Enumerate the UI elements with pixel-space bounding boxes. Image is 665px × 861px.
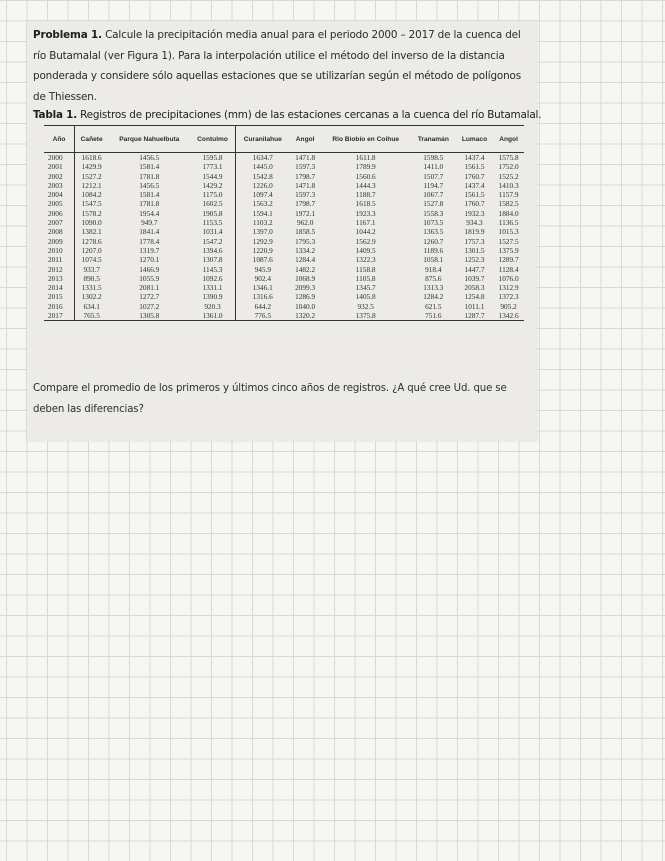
value-cell: 1039.7 — [464, 273, 485, 283]
header-year: Año — [44, 126, 75, 153]
value-cell: 1760.7 — [464, 171, 485, 181]
value-cell: 1634.7 — [235, 153, 289, 163]
year-cell: 2001 — [44, 162, 75, 171]
year-cell: 2006 — [44, 209, 75, 218]
value-cell: 2099.3 — [295, 283, 316, 293]
value-cell: 1158.8 — [355, 264, 376, 274]
value-cell: 1252.3 — [464, 255, 485, 265]
value-cell: 1429.9 — [81, 162, 102, 172]
value-cell: 1189.6 — [423, 245, 444, 255]
value-cell: 1097.4 — [235, 190, 289, 199]
value-cell: 1562.9 — [355, 236, 376, 246]
year-cell: 2010 — [44, 246, 75, 255]
value-cell: 1103.2 — [235, 218, 289, 227]
value-cell: 1058.1 — [423, 255, 444, 265]
value-cell: 1207.0 — [81, 245, 102, 255]
year-cell: 2009 — [44, 237, 75, 246]
value-cell: 1437.4 — [464, 180, 485, 190]
value-cell: 1561.5 — [464, 190, 485, 200]
value-cell: 1287.7 — [456, 311, 493, 321]
value-cell: 1105.8 — [355, 273, 376, 283]
value-cell: 1220.9 — [235, 246, 289, 255]
value-cell: 890.5 — [83, 273, 100, 283]
header-angol-2: Angol — [493, 126, 524, 153]
value-cell: 1301.5 — [464, 245, 485, 255]
value-cell: 1322.3 — [355, 255, 376, 265]
value-cell: 1136.5 — [498, 218, 519, 228]
value-cell: 1331.5 — [81, 283, 102, 293]
table-header-row — [44, 126, 524, 153]
worksheet-photo — [27, 21, 542, 441]
value-cell: 1226.0 — [235, 181, 289, 190]
header-contulmo: Contulmo — [190, 126, 235, 153]
value-cell: 918.4 — [425, 264, 442, 274]
value-cell: 621.5 — [425, 301, 442, 311]
table-row — [44, 283, 524, 292]
value-cell: 1858.5 — [295, 227, 316, 237]
value-cell: 2081.1 — [139, 283, 160, 293]
value-cell: 1447.7 — [464, 264, 485, 274]
value-cell: 1073.5 — [423, 218, 444, 228]
value-cell: 1972.1 — [295, 208, 316, 218]
value-cell: 1598.5 — [423, 153, 444, 162]
table-row — [44, 311, 524, 321]
value-cell: 1409.5 — [355, 245, 376, 255]
value-cell: 1278.6 — [81, 236, 102, 246]
table-row — [44, 255, 524, 264]
value-cell: 1361.0 — [190, 311, 235, 321]
year-cell: 2014 — [44, 283, 75, 292]
header-parque-nahuelbuta: Parque Nahuelbuta — [108, 126, 190, 153]
table-row — [44, 199, 524, 208]
value-cell: 1390.9 — [202, 292, 223, 302]
value-cell: 1594.1 — [235, 209, 289, 218]
value-cell: 1611.8 — [355, 153, 376, 162]
value-cell: 1595.8 — [202, 153, 223, 162]
value-cell: 1471.8 — [295, 180, 316, 190]
value-cell: 962.0 — [296, 218, 314, 228]
value-cell: 949.7 — [141, 218, 158, 228]
value-cell: 1411.0 — [423, 162, 444, 172]
year-cell: 2017 — [44, 311, 75, 321]
value-cell: 905.2 — [500, 301, 517, 311]
value-cell: 1286.9 — [295, 292, 316, 302]
header-rio-biobio: Rio Biobío en Coihue — [321, 126, 411, 153]
value-cell: 1527.2 — [81, 171, 102, 181]
table-caption-label: Tabla 1. — [33, 109, 77, 121]
value-cell: 1307.8 — [202, 255, 223, 265]
table-row — [44, 209, 524, 218]
year-cell: 2002 — [44, 172, 75, 181]
problem-label: Problema 1. — [33, 29, 102, 41]
value-cell: 1752.0 — [498, 162, 519, 172]
value-cell: 1313.3 — [423, 283, 444, 293]
value-cell: 920.3 — [204, 301, 221, 311]
value-cell: 1444.3 — [355, 180, 376, 190]
value-cell: 1015.3 — [498, 227, 519, 237]
value-cell: 1076.0 — [498, 273, 519, 283]
value-cell: 1342.6 — [493, 311, 524, 321]
table-row — [44, 153, 524, 163]
problem-text: Calcule la precipitación media anual para el periodo 2000 – 2017 de la cuenca del río Butamalal (ver Figura 1). Para la interpolación utilice el método del inverso de la distancia ponderada y considere sólo aquellas estaciones que se utilizarían según el método de polígonos de Thiessen. — [33, 29, 522, 103]
year-cell: 2011 — [44, 255, 75, 264]
value-cell: 1319.7 — [139, 245, 160, 255]
value-cell: 1547.2 — [202, 236, 223, 246]
value-cell: 1031.4 — [202, 227, 223, 237]
value-cell: 1561.5 — [464, 162, 485, 172]
value-cell: 1011.1 — [464, 301, 485, 311]
value-cell: 1429.2 — [202, 180, 223, 190]
year-cell: 2015 — [44, 292, 75, 301]
value-cell: 1437.4 — [464, 153, 485, 162]
question-text: Compare el promedio de los primeros y últimos cinco años de registros. ¿A qué cree Ud. que se deben las diferencias? — [33, 383, 507, 415]
table-row — [44, 302, 524, 311]
year-cell: 2004 — [44, 190, 75, 199]
table-row — [44, 246, 524, 255]
value-cell: 934.3 — [466, 218, 483, 228]
value-cell: 1305.8 — [108, 311, 190, 321]
year-cell: 2012 — [44, 265, 75, 274]
value-cell: 1372.3 — [498, 292, 519, 302]
table-body — [44, 153, 524, 321]
table-row — [44, 292, 524, 301]
table-row — [44, 237, 524, 246]
value-cell: 1819.9 — [464, 227, 485, 237]
value-cell: 1145.3 — [202, 264, 223, 274]
value-cell: 1254.8 — [464, 292, 485, 302]
value-cell: 1602.5 — [202, 199, 223, 209]
value-cell: 1507.7 — [423, 171, 444, 181]
value-cell: 1320.2 — [290, 311, 321, 321]
value-cell: 1781.8 — [139, 199, 160, 209]
value-cell: 1884.0 — [498, 208, 519, 218]
value-cell: 1789.9 — [355, 162, 376, 172]
value-cell: 1084.2 — [81, 190, 102, 200]
value-cell: 875.6 — [425, 273, 442, 283]
value-cell: 765.5 — [75, 311, 109, 321]
value-cell: 1394.6 — [202, 245, 223, 255]
value-cell: 1547.5 — [81, 199, 102, 209]
value-cell: 1090.0 — [81, 218, 102, 228]
value-cell: 1575.8 — [498, 153, 519, 162]
value-cell: 902.4 — [235, 274, 289, 283]
header-angol: Angol — [290, 126, 321, 153]
value-cell: 644.2 — [235, 302, 289, 311]
header-curanilahue: Curanilahue — [235, 126, 289, 153]
value-cell: 1345.7 — [355, 283, 376, 293]
value-cell: 1781.8 — [139, 171, 160, 181]
value-cell: 932.5 — [357, 301, 374, 311]
value-cell: 1581.4 — [139, 190, 160, 200]
header-tranaman: Tranamán — [411, 126, 456, 153]
header-lumaco: Lumaco — [456, 126, 493, 153]
value-cell: 1068.9 — [295, 273, 316, 283]
year-cell: 2000 — [44, 153, 75, 163]
value-cell: 1157.9 — [498, 190, 519, 200]
value-cell: 1525.2 — [498, 171, 519, 181]
value-cell: 1405.8 — [355, 292, 376, 302]
value-cell: 1618.5 — [355, 199, 376, 209]
value-cell: 1272.7 — [139, 292, 160, 302]
problem-statement — [33, 25, 533, 107]
value-cell: 1795.3 — [295, 236, 316, 246]
table-caption-text: Registros de precipitaciones (mm) de las estaciones cercanas a la cuenca del río Butamalal. — [80, 109, 542, 121]
value-cell: 1128.4 — [498, 264, 519, 274]
value-cell: 1558.3 — [423, 208, 444, 218]
year-cell: 2007 — [44, 218, 75, 227]
year-cell: 2008 — [44, 227, 75, 236]
table-row — [44, 190, 524, 199]
value-cell: 1175.0 — [202, 190, 223, 200]
value-cell: 1284.2 — [423, 292, 444, 302]
value-cell: 2058.3 — [464, 283, 485, 293]
value-cell: 1456.5 — [139, 153, 160, 162]
value-cell: 1334.2 — [295, 245, 316, 255]
value-cell: 1194.7 — [423, 180, 444, 190]
value-cell: 1382.1 — [81, 227, 102, 237]
table-row — [44, 162, 524, 171]
value-cell: 1482.2 — [295, 264, 316, 274]
value-cell: 776.5 — [235, 311, 289, 321]
value-cell: 1905.8 — [202, 208, 223, 218]
value-cell: 1284.4 — [295, 255, 316, 265]
value-cell: 1581.4 — [139, 162, 160, 172]
value-cell: 1167.1 — [355, 218, 376, 228]
value-cell: 1302.2 — [81, 292, 102, 302]
value-cell: 1544.9 — [202, 171, 223, 181]
value-cell: 1289.7 — [498, 255, 519, 265]
value-cell: 1087.6 — [235, 255, 289, 264]
value-cell: 1527.8 — [423, 199, 444, 209]
table-caption — [33, 109, 542, 121]
value-cell: 1582.5 — [498, 199, 519, 209]
value-cell: 1560.6 — [355, 171, 376, 181]
value-cell: 1773.1 — [202, 162, 223, 172]
value-cell: 1466.9 — [139, 264, 160, 274]
table-row — [44, 172, 524, 181]
value-cell: 933.7 — [83, 264, 100, 274]
precipitation-table — [44, 125, 524, 321]
value-cell: 1445.0 — [235, 162, 289, 171]
value-cell: 945.9 — [235, 265, 289, 274]
table-row — [44, 265, 524, 274]
value-cell: 1188.7 — [355, 190, 376, 200]
value-cell: 1040.0 — [295, 301, 316, 311]
value-cell: 1153.5 — [202, 218, 223, 228]
value-cell: 634.1 — [83, 301, 100, 311]
value-cell: 1346.1 — [235, 283, 289, 292]
value-cell: 1542.8 — [235, 172, 289, 181]
value-cell: 1757.3 — [464, 236, 485, 246]
value-cell: 751.6 — [411, 311, 456, 321]
header-canete: Cañete — [75, 126, 109, 153]
table-row — [44, 218, 524, 227]
value-cell: 1841.4 — [139, 227, 160, 237]
value-cell: 1363.5 — [423, 227, 444, 237]
value-cell: 1027.2 — [139, 301, 160, 311]
year-cell: 2013 — [44, 274, 75, 283]
value-cell: 1778.4 — [139, 236, 160, 246]
value-cell: 1954.4 — [139, 208, 160, 218]
value-cell: 1410.3 — [498, 180, 519, 190]
value-cell: 1618.6 — [81, 153, 102, 162]
value-cell: 1456.5 — [139, 180, 160, 190]
value-cell: 1074.5 — [81, 255, 102, 265]
year-cell: 2005 — [44, 199, 75, 208]
table-row — [44, 274, 524, 283]
table-row — [44, 181, 524, 190]
year-cell: 2003 — [44, 181, 75, 190]
value-cell: 1292.9 — [235, 237, 289, 246]
value-cell: 1312.9 — [498, 283, 519, 293]
value-cell: 1597.3 — [295, 190, 316, 200]
value-cell: 1471.8 — [295, 153, 316, 162]
value-cell: 1932.3 — [464, 208, 485, 218]
value-cell: 1923.3 — [355, 208, 376, 218]
value-cell: 1760.7 — [464, 199, 485, 209]
value-cell: 1597.3 — [295, 162, 316, 172]
value-cell: 1270.1 — [139, 255, 160, 265]
value-cell: 1798.7 — [295, 171, 316, 181]
value-cell: 1563.2 — [235, 199, 289, 208]
value-cell: 1316.6 — [235, 292, 289, 301]
value-cell: 1260.7 — [423, 236, 444, 246]
value-cell: 1375.9 — [498, 245, 519, 255]
table-row — [44, 227, 524, 236]
value-cell: 1044.2 — [355, 227, 376, 237]
value-cell: 1331.1 — [202, 283, 223, 293]
value-cell: 1375.8 — [321, 311, 411, 321]
value-cell: 1397.0 — [235, 227, 289, 236]
value-cell: 1055.9 — [139, 273, 160, 283]
value-cell: 1067.7 — [423, 190, 444, 200]
value-cell: 1578.2 — [81, 208, 102, 218]
value-cell: 1212.1 — [81, 180, 102, 190]
value-cell: 1092.6 — [202, 273, 223, 283]
year-cell: 2016 — [44, 302, 75, 311]
value-cell: 1798.7 — [295, 199, 316, 209]
value-cell: 1527.5 — [498, 236, 519, 246]
